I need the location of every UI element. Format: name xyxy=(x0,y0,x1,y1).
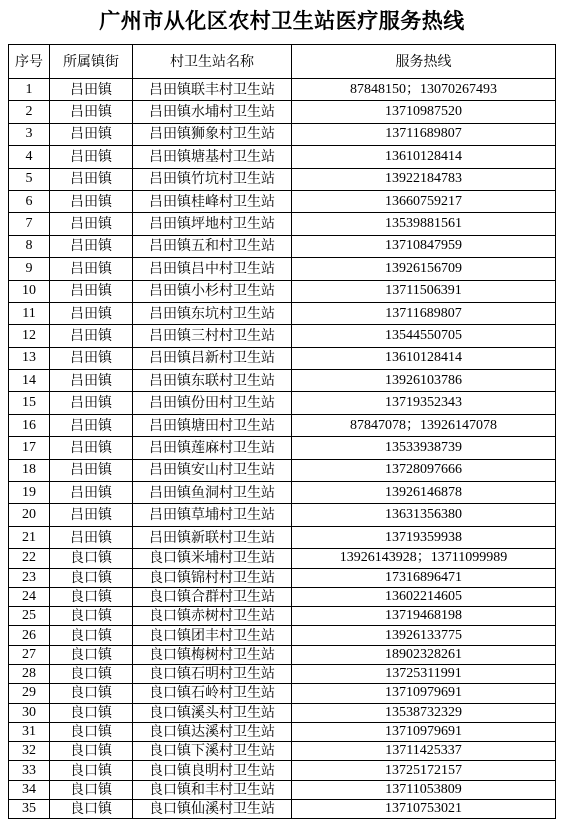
table-row xyxy=(9,348,556,370)
table-row xyxy=(9,415,556,437)
hotline-cell: 13926103786 xyxy=(292,370,556,392)
town-cell: 吕田镇 xyxy=(50,325,133,347)
table-row xyxy=(9,303,556,325)
table-row xyxy=(9,527,556,549)
hotline-table xyxy=(8,44,556,819)
hotline-cell: 13710979691 xyxy=(292,723,556,742)
town-cell: 吕田镇 xyxy=(50,348,133,370)
town-cell: 良口镇 xyxy=(50,742,133,761)
hotline-cell: 13711689807 xyxy=(292,124,556,146)
row-number-cell: 26 xyxy=(9,626,50,645)
row-number-cell: 11 xyxy=(9,303,50,325)
hotline-cell: 13926146878 xyxy=(292,482,556,504)
row-number-cell: 31 xyxy=(9,723,50,742)
row-number-cell: 14 xyxy=(9,370,50,392)
table-row xyxy=(9,169,556,191)
station-name-cell: 吕田镇坪地村卫生站 xyxy=(133,213,292,235)
station-name-cell: 吕田镇塘田村卫生站 xyxy=(133,415,292,437)
town-cell: 吕田镇 xyxy=(50,169,133,191)
row-number-cell: 32 xyxy=(9,742,50,761)
station-name-cell: 良口镇合群村卫生站 xyxy=(133,588,292,607)
hotline-cell: 87847078；13926147078 xyxy=(292,415,556,437)
station-name-cell: 吕田镇草埔村卫生站 xyxy=(133,504,292,526)
station-name-cell: 吕田镇五和村卫生站 xyxy=(133,236,292,258)
row-number-cell: 27 xyxy=(9,646,50,665)
table-row xyxy=(9,460,556,482)
town-cell: 良口镇 xyxy=(50,607,133,626)
row-number-cell: 9 xyxy=(9,258,50,280)
hotline-cell: 13610128414 xyxy=(292,146,556,168)
station-name-cell: 良口镇下溪村卫生站 xyxy=(133,742,292,761)
station-name-cell: 吕田镇水埔村卫生站 xyxy=(133,101,292,123)
row-number-cell: 5 xyxy=(9,169,50,191)
station-name-cell: 吕田镇三村村卫生站 xyxy=(133,325,292,347)
hotline-cell: 13631356380 xyxy=(292,504,556,526)
table-row xyxy=(9,482,556,504)
station-name-cell: 吕田镇新联村卫生站 xyxy=(133,527,292,549)
row-number-cell: 22 xyxy=(9,549,50,568)
hotline-cell: 13538732329 xyxy=(292,704,556,723)
hotline-cell: 13710987520 xyxy=(292,101,556,123)
hotline-cell: 13719468198 xyxy=(292,607,556,626)
table-row xyxy=(9,549,556,568)
row-number-cell: 24 xyxy=(9,588,50,607)
hotline-cell: 13539881561 xyxy=(292,213,556,235)
station-name-cell: 吕田镇份田村卫生站 xyxy=(133,392,292,414)
table-row xyxy=(9,437,556,459)
station-name-cell: 良口镇石明村卫生站 xyxy=(133,665,292,684)
table-row xyxy=(9,213,556,235)
town-cell: 吕田镇 xyxy=(50,236,133,258)
row-number-cell: 8 xyxy=(9,236,50,258)
station-name-cell: 良口镇团丰村卫生站 xyxy=(133,626,292,645)
header-hotline: 服务热线 xyxy=(292,45,556,79)
table-header-row xyxy=(9,45,556,79)
hotline-cell: 13710979691 xyxy=(292,684,556,703)
table-row xyxy=(9,370,556,392)
row-number-cell: 18 xyxy=(9,460,50,482)
town-cell: 良口镇 xyxy=(50,588,133,607)
station-name-cell: 吕田镇东联村卫生站 xyxy=(133,370,292,392)
station-name-cell: 吕田镇安山村卫生站 xyxy=(133,460,292,482)
station-name-cell: 良口镇米埔村卫生站 xyxy=(133,549,292,568)
town-cell: 吕田镇 xyxy=(50,460,133,482)
hotline-cell: 18902328261 xyxy=(292,646,556,665)
row-number-cell: 34 xyxy=(9,781,50,800)
row-number-cell: 33 xyxy=(9,761,50,780)
table-row xyxy=(9,704,556,723)
station-name-cell: 吕田镇东坑村卫生站 xyxy=(133,303,292,325)
table-row xyxy=(9,646,556,665)
hotline-cell: 13926133775 xyxy=(292,626,556,645)
station-name-cell: 吕田镇竹坑村卫生站 xyxy=(133,169,292,191)
hotline-cell: 13602214605 xyxy=(292,588,556,607)
hotline-cell: 87848150；13070267493 xyxy=(292,79,556,101)
hotline-cell: 13926143928；13711099989 xyxy=(292,549,556,568)
station-name-cell: 良口镇良明村卫生站 xyxy=(133,761,292,780)
table-row xyxy=(9,665,556,684)
station-name-cell: 吕田镇桂峰村卫生站 xyxy=(133,191,292,213)
row-number-cell: 13 xyxy=(9,348,50,370)
hotline-cell: 13728097666 xyxy=(292,460,556,482)
table-row xyxy=(9,742,556,761)
station-name-cell: 良口镇梅树村卫生站 xyxy=(133,646,292,665)
row-number-cell: 35 xyxy=(9,800,50,819)
row-number-cell: 17 xyxy=(9,437,50,459)
station-name-cell: 良口镇锦村村卫生站 xyxy=(133,569,292,588)
row-number-cell: 29 xyxy=(9,684,50,703)
table-row xyxy=(9,79,556,101)
table-row xyxy=(9,588,556,607)
town-cell: 吕田镇 xyxy=(50,527,133,549)
hotline-cell: 13533938739 xyxy=(292,437,556,459)
row-number-cell: 12 xyxy=(9,325,50,347)
row-number-cell: 23 xyxy=(9,569,50,588)
hotline-cell: 13725172157 xyxy=(292,761,556,780)
row-number-cell: 7 xyxy=(9,213,50,235)
row-number-cell: 19 xyxy=(9,482,50,504)
hotline-cell: 13660759217 xyxy=(292,191,556,213)
town-cell: 良口镇 xyxy=(50,800,133,819)
town-cell: 吕田镇 xyxy=(50,303,133,325)
row-number-cell: 21 xyxy=(9,527,50,549)
station-name-cell: 吕田镇狮象村卫生站 xyxy=(133,124,292,146)
station-name-cell: 吕田镇吕中村卫生站 xyxy=(133,258,292,280)
hotline-cell: 13610128414 xyxy=(292,348,556,370)
station-name-cell: 吕田镇鱼洞村卫生站 xyxy=(133,482,292,504)
table-row xyxy=(9,684,556,703)
station-name-cell: 吕田镇吕新村卫生站 xyxy=(133,348,292,370)
town-cell: 吕田镇 xyxy=(50,101,133,123)
row-number-cell: 1 xyxy=(9,79,50,101)
town-cell: 良口镇 xyxy=(50,684,133,703)
hotline-cell: 13719352343 xyxy=(292,392,556,414)
table-row xyxy=(9,800,556,819)
row-number-cell: 3 xyxy=(9,124,50,146)
station-name-cell: 良口镇和丰村卫生站 xyxy=(133,781,292,800)
town-cell: 良口镇 xyxy=(50,626,133,645)
table-row xyxy=(9,761,556,780)
town-cell: 吕田镇 xyxy=(50,370,133,392)
hotline-cell: 13711425337 xyxy=(292,742,556,761)
town-cell: 吕田镇 xyxy=(50,146,133,168)
row-number-cell: 10 xyxy=(9,281,50,303)
row-number-cell: 4 xyxy=(9,146,50,168)
table-row xyxy=(9,236,556,258)
station-name-cell: 吕田镇莲麻村卫生站 xyxy=(133,437,292,459)
hotline-cell: 13711506391 xyxy=(292,281,556,303)
station-name-cell: 良口镇达溪村卫生站 xyxy=(133,723,292,742)
station-name-cell: 吕田镇联丰村卫生站 xyxy=(133,79,292,101)
row-number-cell: 30 xyxy=(9,704,50,723)
table-row xyxy=(9,101,556,123)
table-row xyxy=(9,281,556,303)
table-row xyxy=(9,191,556,213)
town-cell: 良口镇 xyxy=(50,704,133,723)
town-cell: 吕田镇 xyxy=(50,124,133,146)
table-row xyxy=(9,146,556,168)
town-cell: 吕田镇 xyxy=(50,258,133,280)
hotline-cell: 13719359938 xyxy=(292,527,556,549)
town-cell: 吕田镇 xyxy=(50,415,133,437)
town-cell: 吕田镇 xyxy=(50,191,133,213)
town-cell: 良口镇 xyxy=(50,646,133,665)
town-cell: 吕田镇 xyxy=(50,281,133,303)
table-row xyxy=(9,124,556,146)
hotline-cell: 13725311991 xyxy=(292,665,556,684)
station-name-cell: 吕田镇塘基村卫生站 xyxy=(133,146,292,168)
town-cell: 吕田镇 xyxy=(50,482,133,504)
row-number-cell: 25 xyxy=(9,607,50,626)
hotline-cell: 13711689807 xyxy=(292,303,556,325)
hotline-cell: 17316896471 xyxy=(292,569,556,588)
row-number-cell: 28 xyxy=(9,665,50,684)
row-number-cell: 16 xyxy=(9,415,50,437)
table-row xyxy=(9,626,556,645)
table-row xyxy=(9,325,556,347)
hotline-cell: 13544550705 xyxy=(292,325,556,347)
town-cell: 良口镇 xyxy=(50,761,133,780)
station-name-cell: 良口镇石岭村卫生站 xyxy=(133,684,292,703)
header-town: 所属镇街 xyxy=(50,45,133,79)
table-row xyxy=(9,723,556,742)
table-row xyxy=(9,258,556,280)
hotline-cell: 13710753021 xyxy=(292,800,556,819)
row-number-cell: 15 xyxy=(9,392,50,414)
hotline-cell: 13711053809 xyxy=(292,781,556,800)
page-title: 广州市从化区农村卫生站医疗服务热线 xyxy=(99,8,465,33)
town-cell: 吕田镇 xyxy=(50,213,133,235)
table-row xyxy=(9,569,556,588)
town-cell: 吕田镇 xyxy=(50,504,133,526)
station-name-cell: 良口镇仙溪村卫生站 xyxy=(133,800,292,819)
town-cell: 良口镇 xyxy=(50,549,133,568)
table-row xyxy=(9,607,556,626)
town-cell: 良口镇 xyxy=(50,781,133,800)
station-name-cell: 良口镇赤树村卫生站 xyxy=(133,607,292,626)
table-row xyxy=(9,392,556,414)
row-number-cell: 6 xyxy=(9,191,50,213)
table-row xyxy=(9,781,556,800)
hotline-cell: 13922184783 xyxy=(292,169,556,191)
town-cell: 良口镇 xyxy=(50,569,133,588)
station-name-cell: 吕田镇小杉村卫生站 xyxy=(133,281,292,303)
row-number-cell: 2 xyxy=(9,101,50,123)
row-number-cell: 20 xyxy=(9,504,50,526)
town-cell: 吕田镇 xyxy=(50,437,133,459)
hotline-cell: 13710847959 xyxy=(292,236,556,258)
town-cell: 吕田镇 xyxy=(50,392,133,414)
header-station-name: 村卫生站名称 xyxy=(133,45,292,79)
station-name-cell: 良口镇溪头村卫生站 xyxy=(133,704,292,723)
town-cell: 良口镇 xyxy=(50,723,133,742)
hotline-cell: 13926156709 xyxy=(292,258,556,280)
town-cell: 良口镇 xyxy=(50,665,133,684)
table-body xyxy=(9,79,556,819)
header-number: 序号 xyxy=(9,45,50,79)
table-row xyxy=(9,504,556,526)
town-cell: 吕田镇 xyxy=(50,79,133,101)
